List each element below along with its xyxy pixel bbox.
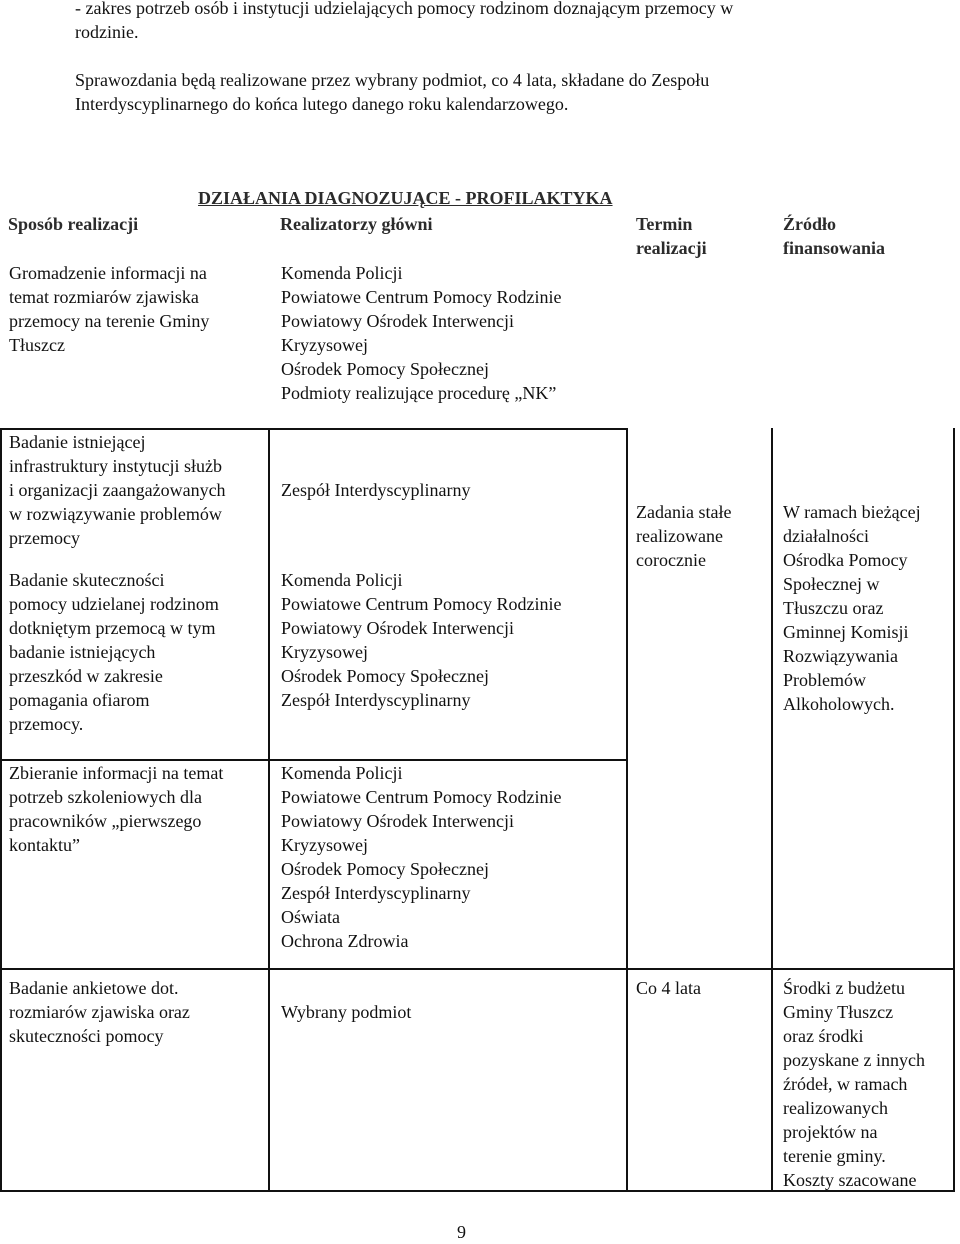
header-termin-realizacji [636,212,707,260]
cell-line: Zadania stałe [636,502,732,522]
cell-line: Ośrodek Pomocy Społecznej [281,859,489,879]
table-column-rule-1 [268,428,270,1192]
cell-line: Zespół Interdyscyplinarny [281,883,471,903]
cell-line: infrastruktury instytucji służb [9,456,222,476]
row3-sposob-cell [9,568,219,736]
row3-realizatorzy-cell [281,568,561,712]
cell-line: Tłuszcz [9,335,65,355]
cell-line: Powiatowy Ośrodek Interwencji [281,618,514,638]
cell-line: Komenda Policji [281,570,403,590]
cell-line: Kryzysowej [281,835,368,855]
row1-sposob-cell [9,261,209,357]
cell-line: źródeł, w ramach [783,1074,908,1094]
row5-realizatorzy-cell [281,1000,411,1024]
cell-line: Komenda Policji [281,263,403,283]
header-termin-line: realizacji [636,238,707,258]
cell-line: Komenda Policji [281,763,403,783]
cell-line: Powiatowe Centrum Pomocy Rodzinie [281,594,562,614]
cell-line: corocznie [636,550,706,570]
cell-line: Społecznej w [783,574,880,594]
cell-line: terenie gminy. [783,1146,886,1166]
cell-line: potrzeb szkoleniowych dla [9,787,202,807]
row1-realizatorzy-cell [281,261,561,405]
cell-line: temat rozmiarów zjawiska [9,287,199,307]
cell-line: rozmiarów zjawiska oraz [9,1002,190,1022]
row5-termin-cell [636,976,701,1000]
cell-line: oraz środki [783,1026,864,1046]
row5-sposob-cell [9,976,190,1048]
header-zrodlo-line: Źródło [783,214,837,234]
cell-line: Kryzysowej [281,642,368,662]
cell-line: Tłuszczu oraz [783,598,884,618]
cell-line: Co 4 lata [636,978,701,998]
cell-line: Zbieranie informacji na temat [9,763,224,783]
cell-line: działalności [783,526,869,546]
row4-sposob-cell [9,761,223,857]
cell-line: Badanie ankietowe dot. [9,978,179,998]
intro-paragraph-line-1: Sprawozdania będą realizowane przez wybrany podmiot, co 4 lata, składane do Zespołu [75,70,710,90]
cell-line: dotkniętym przemocą w tym [9,618,216,638]
cell-line: Podmioty realizujące procedurę „NK” [281,383,557,403]
header-zrodlo-finansowania [783,212,885,260]
cell-line: w rozwiązywanie problemów [9,504,222,524]
cell-line: pozyskane z innych [783,1050,925,1070]
cell-line: Powiatowy Ośrodek Interwencji [281,311,514,331]
cell-line: Powiatowy Ośrodek Interwencji [281,811,514,831]
table-rule-right [953,428,955,1192]
cell-line: projektów na [783,1122,878,1142]
cell-line: Zespół Interdyscyplinarny [281,480,471,500]
cell-line: pracowników „pierwszego [9,811,202,831]
header-termin-line: Termin [636,214,693,234]
cell-line: kontaktu” [9,835,80,855]
cell-line: pomocy udzielanej rodzinom [9,594,219,614]
cell-line: Ośrodka Pomocy [783,550,908,570]
table-rule-left [0,428,2,1192]
header-realizatorzy-glowni: Realizatorzy główni [280,214,433,234]
cell-line: Powiatowe Centrum Pomocy Rodzinie [281,287,562,307]
cell-line: W ramach bieżącej [783,502,921,522]
cell-line: Alkoholowych. [783,694,895,714]
cell-line: przemocy [9,528,80,548]
cell-line: Powiatowe Centrum Pomocy Rodzinie [281,787,562,807]
cell-line: Problemów [783,670,866,690]
cell-line: skuteczności pomocy [9,1026,164,1046]
cell-line: Badanie skuteczności [9,570,165,590]
termin-group-cell [636,500,731,572]
cell-line: Oświata [281,907,340,927]
cell-line: przeszkód w zakresie [9,666,163,686]
cell-line: Gminy Tłuszcz [783,1002,894,1022]
intro-paragraph-line-2: Interdyscyplinarnego do końca lutego danego roku kalendarzowego. [75,94,569,114]
cell-line: realizowane [636,526,723,546]
page-number: 9 [457,1222,466,1242]
row2-realizatorzy-cell [281,478,470,502]
header-sposob-realizacji: Sposób realizacji [8,214,139,234]
cell-line: Ośrodek Pomocy Społecznej [281,666,489,686]
cell-line: Ośrodek Pomocy Społecznej [281,359,489,379]
cell-line: badanie istniejących [9,642,156,662]
intro-bullet-line-1: - zakres potrzeb osób i instytucji udzielających pomocy rodzinom doznającym przemocy w [75,0,734,18]
intro-bullet-line-2: rodzinie. [75,22,139,42]
cell-line: Kryzysowej [281,335,368,355]
cell-line: Gminnej Komisji [783,622,909,642]
row5-zrodlo-cell [783,976,925,1192]
cell-line: przemocy. [9,714,84,734]
cell-line: pomagania ofiarom [9,690,150,710]
cell-line: Ochrona Zdrowia [281,931,409,951]
row2-sposob-cell [9,430,226,550]
cell-line: Środki z budżetu [783,978,905,998]
header-zrodlo-line: finansowania [783,238,886,258]
cell-line: Koszty szacowane [783,1170,917,1190]
cell-line: Rozwiązywania [783,646,898,666]
zrodlo-group-cell [783,500,921,716]
cell-line: realizowanych [783,1098,888,1118]
cell-line: Wybrany podmiot [281,1002,412,1022]
row4-realizatorzy-cell [281,761,561,953]
cell-line: i organizacji zaangażowanych [9,480,226,500]
table-column-rule-3 [771,428,773,1192]
table-title: DZIAŁANIA DIAGNOZUJĄCE - PROFILAKTYKA [198,188,613,208]
cell-line: Badanie istniejącej [9,432,146,452]
cell-line: przemocy na terenie Gminy [9,311,210,331]
table-column-rule-2 [626,428,628,1192]
cell-line: Gromadzenie informacji na [9,263,207,283]
table-rule-3 [0,968,955,970]
cell-line: Zespół Interdyscyplinarny [281,690,471,710]
